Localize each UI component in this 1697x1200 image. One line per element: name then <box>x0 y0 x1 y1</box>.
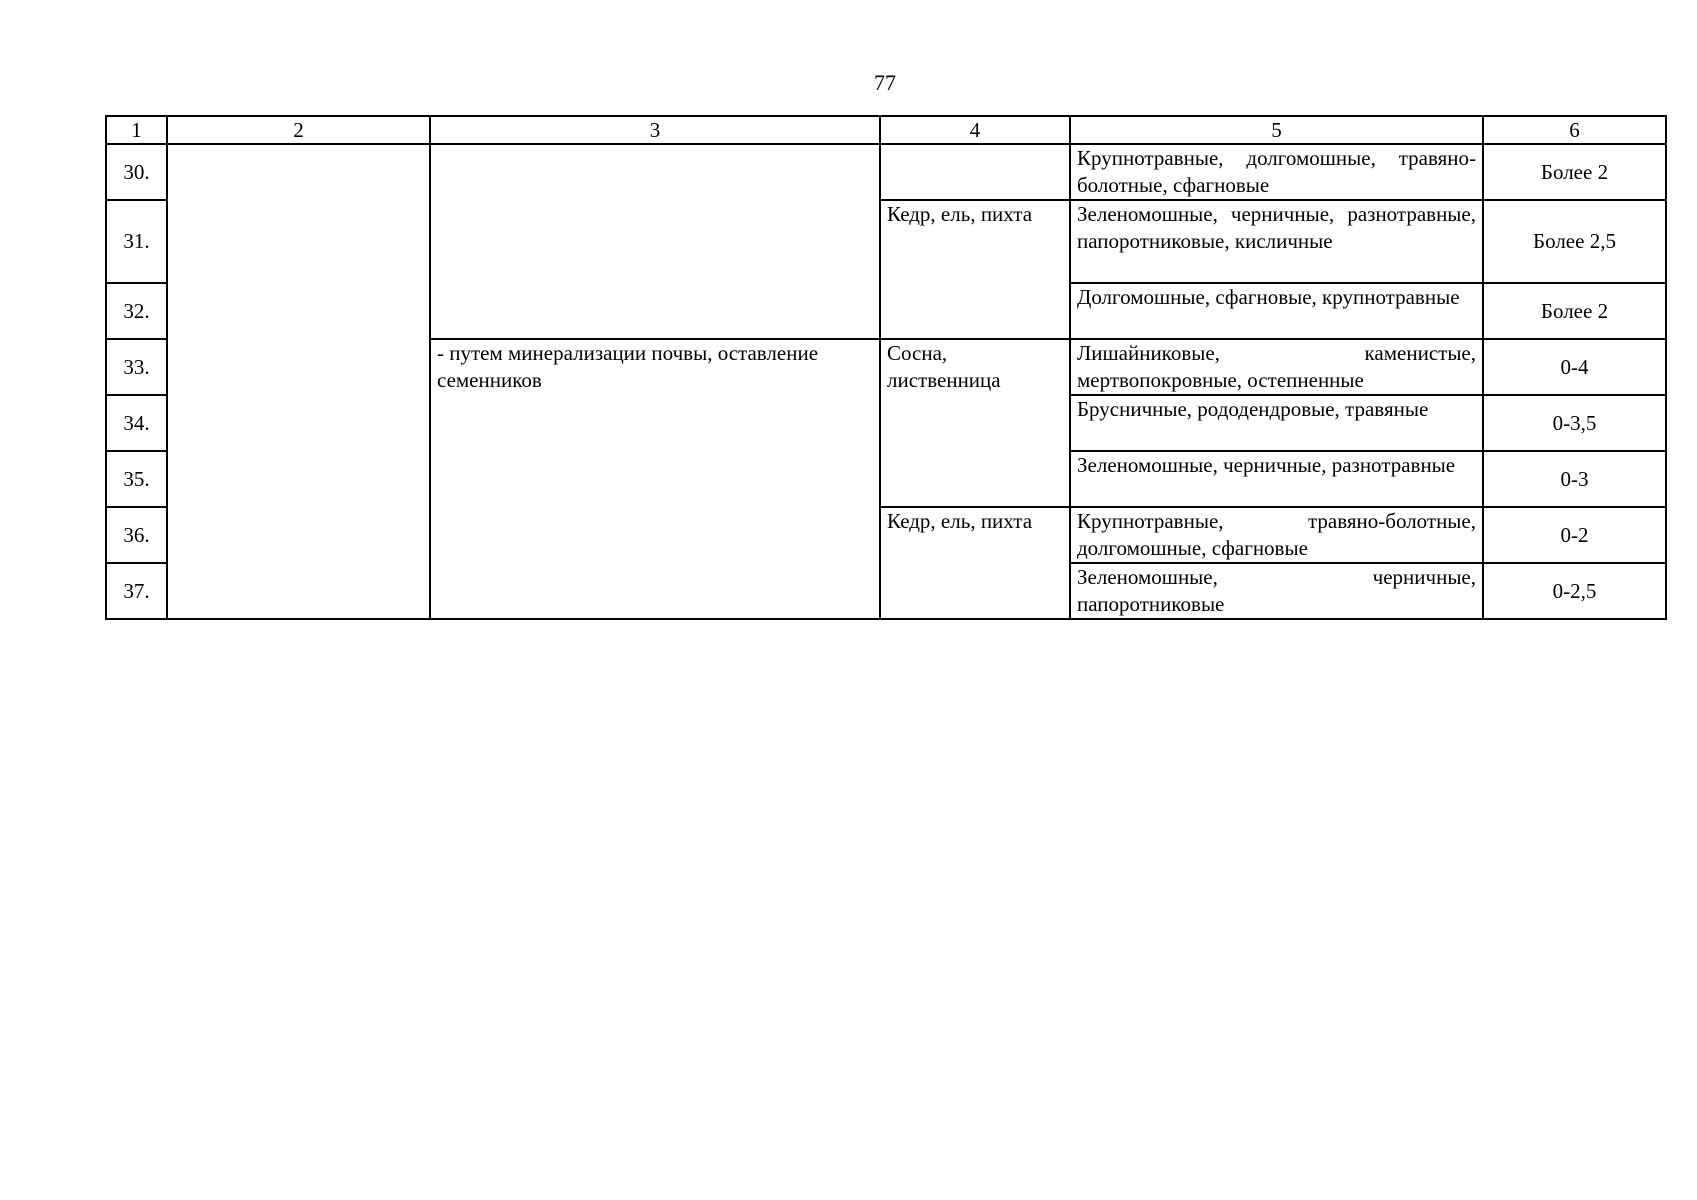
row-number: 35. <box>106 451 167 507</box>
value-cell: 0-4 <box>1483 339 1666 395</box>
method-cell-empty <box>167 144 430 619</box>
row-number: 32. <box>106 283 167 339</box>
column-header: 6 <box>1483 116 1666 144</box>
method-cell-empty-upper <box>430 144 880 339</box>
row-number: 31. <box>106 200 167 283</box>
value-cell: Более 2,5 <box>1483 200 1666 283</box>
forest-type-cell: Крупнотравные, травяно-болотные, долгомошные, сфагновые <box>1070 507 1483 563</box>
forest-type-cell: Зеленомошные, черничные, папоротниковые <box>1070 563 1483 619</box>
row-number: 33. <box>106 339 167 395</box>
table-row <box>106 144 1666 200</box>
column-header: 3 <box>430 116 880 144</box>
species-cell: Кедр, ель, пихта <box>880 200 1070 339</box>
value-cell: 0-3,5 <box>1483 395 1666 451</box>
page-number: 77 <box>874 70 896 95</box>
column-header: 4 <box>880 116 1070 144</box>
forest-type-cell: Зеленомошные, черничные, разнотравные, папоротниковые, кисличные <box>1070 200 1483 283</box>
row-number: 37. <box>106 563 167 619</box>
row-number: 30. <box>106 144 167 200</box>
value-cell: 0-3 <box>1483 451 1666 507</box>
forest-type-cell: Лишайниковые, каменистые, мертвопокровные, остепненные <box>1070 339 1483 395</box>
column-header: 2 <box>167 116 430 144</box>
species-cell: Кедр, ель, пихта <box>880 507 1070 619</box>
method-cell: - путем минерализации почвы, оставление семенников <box>430 339 880 619</box>
forest-type-cell: Брусничные, рододендровые, травяные <box>1070 395 1483 451</box>
value-cell: 0-2,5 <box>1483 563 1666 619</box>
row-number: 34. <box>106 395 167 451</box>
forest-type-cell: Крупнотравные, долгомошные, травяно-болотные, сфагновые <box>1070 144 1483 200</box>
forest-type-cell: Зеленомошные, черничные, разнотравные <box>1070 451 1483 507</box>
species-cell-empty <box>880 144 1070 200</box>
column-header: 1 <box>106 116 167 144</box>
forest-type-cell: Долгомошные, сфагновые, крупнотравные <box>1070 283 1483 339</box>
value-cell: 0-2 <box>1483 507 1666 563</box>
column-header: 5 <box>1070 116 1483 144</box>
table-header-row <box>106 116 1666 144</box>
value-cell: Более 2 <box>1483 283 1666 339</box>
species-cell: Сосна, лиственница <box>880 339 1070 507</box>
forest-regeneration-table <box>105 115 1667 620</box>
value-cell: Более 2 <box>1483 144 1666 200</box>
row-number: 36. <box>106 507 167 563</box>
